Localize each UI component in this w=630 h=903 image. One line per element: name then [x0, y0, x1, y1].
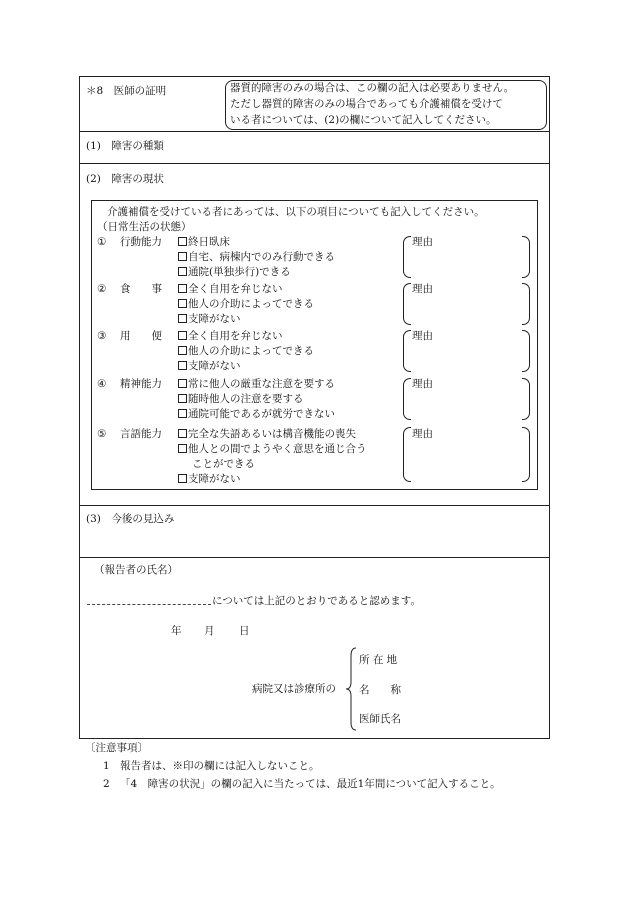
option-row[interactable] — [178, 345, 314, 358]
daily-life-subheading: （日常生活の状態） — [97, 221, 192, 233]
reason-label: 理由 — [412, 330, 433, 342]
disability-type-label: (1) 障害の種類 — [86, 140, 164, 152]
prognosis-label: (3) 今後の見込み — [86, 513, 175, 525]
item-number: ② — [97, 283, 107, 295]
checkbox[interactable] — [178, 314, 187, 323]
item-name: 精神能力 — [120, 378, 162, 390]
item-name: 行動能力 — [120, 236, 162, 248]
hospital-field-address: 所 在 地 — [359, 654, 398, 666]
section8-label: ＊8 医師の証明 — [86, 85, 167, 97]
option-label: 支障がない — [188, 313, 241, 325]
item-number: ③ — [97, 330, 107, 342]
notes-heading: 〔注意事項〕 — [85, 742, 148, 754]
reason-bracket-left — [403, 236, 411, 278]
note-text: 「4 障害の状況」の欄の記入に当たっては、最近1年間について記入すること。 — [120, 778, 501, 790]
item-number: ⑤ — [97, 428, 107, 440]
hospital-label: 病院又は診療所の — [252, 683, 336, 695]
option-label: 他人との間でようやく意思を通じ合う — [188, 443, 367, 455]
checkbox[interactable] — [178, 237, 187, 246]
checkbox[interactable] — [178, 394, 187, 403]
reason-bracket-left — [403, 330, 411, 372]
option-row[interactable] — [178, 251, 335, 264]
option-row[interactable] — [178, 236, 230, 249]
option-row[interactable] — [178, 473, 241, 486]
option-label: 完全な失語あるいは構音機能の喪失 — [188, 428, 356, 440]
option-row[interactable] — [178, 393, 304, 406]
date-day: 日 — [239, 625, 250, 637]
row-divider — [79, 557, 550, 558]
option-label: 全く自用を弁じない — [188, 283, 283, 295]
checkbox[interactable] — [178, 346, 187, 355]
daily-life-intro: 介護補償を受けている者にあっては、以下の項目についても記入してください。 — [107, 206, 485, 218]
option-row[interactable] — [178, 428, 356, 441]
option-row[interactable] — [178, 443, 367, 456]
option-row[interactable] — [178, 266, 291, 279]
option-row[interactable] — [178, 313, 241, 326]
checkbox[interactable] — [178, 361, 187, 370]
reason-label: 理由 — [412, 428, 433, 440]
date-year: 年 — [171, 625, 182, 637]
reporter-name-blank[interactable] — [87, 604, 211, 605]
checkbox[interactable] — [178, 409, 187, 418]
reporter-label: （報告者の氏名） — [94, 564, 178, 576]
disability-status-label: (2) 障害の現状 — [86, 173, 164, 185]
checkbox[interactable] — [178, 252, 187, 261]
option-label: 他人の介助によってできる — [188, 298, 314, 310]
option-label: 他人の介助によってできる — [188, 345, 314, 357]
reason-label: 理由 — [412, 378, 433, 390]
reason-bracket-left — [403, 283, 411, 325]
checkbox[interactable] — [178, 379, 187, 388]
note-text: 報告者は、※印の欄には記入しないこと。 — [120, 760, 320, 772]
section8-note-line: 器質的障害のみの場合は、この欄の記入は必要ありません。 — [230, 82, 515, 94]
option-label: 終日臥床 — [188, 236, 230, 248]
reason-bracket-right — [522, 283, 530, 325]
certification-statement: については上記のとおりであると認めます。 — [212, 595, 421, 607]
option-row[interactable] — [178, 283, 283, 296]
curly-brace-icon — [344, 646, 358, 732]
option-label: 全く自用を弁じない — [188, 330, 283, 342]
reason-bracket-right — [522, 330, 530, 372]
option-row[interactable] — [178, 298, 314, 311]
reason-bracket-left — [403, 378, 411, 420]
checkbox[interactable] — [178, 444, 187, 453]
option-label: 随時他人の注意を要する — [188, 393, 304, 405]
option-row[interactable] — [178, 360, 241, 373]
checkbox[interactable] — [178, 474, 187, 483]
option-row[interactable] — [178, 408, 335, 421]
checkbox[interactable] — [178, 284, 187, 293]
option-label: 常に他人の厳重な注意を要する — [188, 378, 335, 390]
checkbox[interactable] — [178, 299, 187, 308]
item-name: 食 事 — [120, 283, 162, 295]
note-number: 2 — [103, 778, 110, 790]
option-row[interactable] — [178, 330, 283, 343]
row-divider — [79, 163, 550, 164]
reason-bracket-right — [522, 378, 530, 420]
reason-bracket-right — [522, 236, 530, 278]
option-label: 支障がない — [188, 360, 241, 372]
section8-note-line: いる者については、(2)の欄について記入してください。 — [230, 114, 497, 126]
row-divider — [79, 131, 550, 132]
option-row[interactable] — [178, 378, 335, 391]
row-divider — [79, 505, 550, 506]
option-label: 支障がない — [188, 473, 241, 485]
option-label: 通院(単独歩行)できる — [188, 266, 291, 278]
checkbox[interactable] — [178, 267, 187, 276]
hospital-field-name: 名 称 — [359, 684, 401, 696]
reason-label: 理由 — [412, 236, 433, 248]
checkbox[interactable] — [178, 429, 187, 438]
item-name: 用 便 — [120, 330, 162, 342]
reason-bracket-right — [522, 427, 530, 482]
date-month: 月 — [204, 625, 215, 637]
reason-bracket-left — [403, 427, 411, 482]
item-number: ④ — [97, 378, 107, 390]
hospital-field-doctor: 医師氏名 — [359, 713, 401, 725]
item-number: ① — [97, 236, 107, 248]
note-number: 1 — [103, 760, 110, 772]
option-label: 自宅、病棟内でのみ行動できる — [188, 251, 335, 263]
section8-note-line: ただし器質的障害のみの場合であっても介護補償を受けて — [230, 98, 503, 110]
item-name: 言語能力 — [120, 428, 162, 440]
option-continuation: ことができる — [192, 458, 255, 470]
option-label: 通院可能であるが就労できない — [188, 408, 335, 420]
reason-label: 理由 — [412, 283, 433, 295]
checkbox[interactable] — [178, 331, 187, 340]
